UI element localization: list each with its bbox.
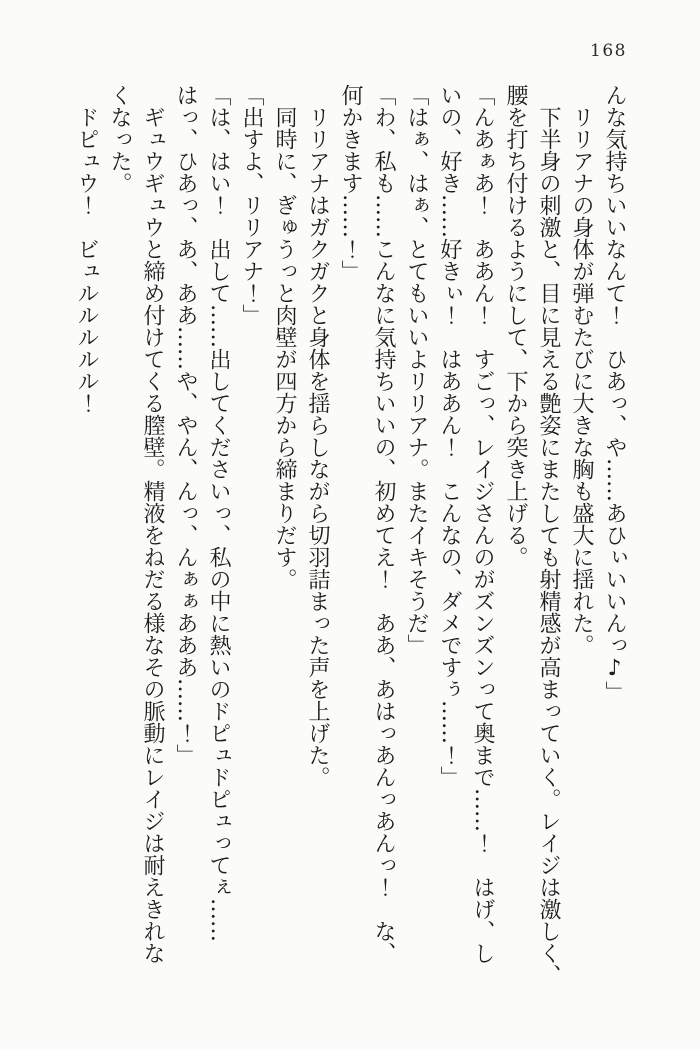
text-line: 下半身の刺激と、目に見える艶姿にまたしても射精感が高まっていく。レイジは激しく、 <box>536 84 561 986</box>
text-line: リリアナの身体が弾むたびに大きな胸も盛大に揺れた。 <box>569 84 594 656</box>
body-text <box>69 84 631 1004</box>
page-number: 168 <box>590 41 627 61</box>
text-line: 腰を打ち付けるようにして、下から突き上げる。 <box>503 84 528 568</box>
text-line: ドピュウ！ ビュルルルルル！ <box>74 84 99 414</box>
text-line: リリアナはガクガクと身体を揺らしながら切羽詰まった声を上げた。 <box>305 84 330 788</box>
text-line: 「は、はい！ 出して……出してくださいっ、私の中に熱いのドピュドピュってぇ…… <box>206 84 231 942</box>
text-line: 「んあぁあ！ ああん！ すごっ、レイジさんのがズンズンって奥まで……！ はげ、し <box>470 84 495 964</box>
text-line: ギュウギュウと締め付けてくる膣壁。精液をねだる様なその脈動にレイジは耐えきれな <box>140 84 165 964</box>
text-line: はっ、ひあっ、あ、ああ……や、やん、んっ、んぁぁあああ……！」 <box>173 84 198 766</box>
text-line: くなった。 <box>107 84 132 194</box>
text-line: 「出すよ、リリアナ！」 <box>239 84 264 326</box>
text-line: 「わ、私も……こんなに気持ちいいの、初めてえ！ ああ、あはっあんっあんっ！ な、 <box>371 84 396 964</box>
text-line: んな気持ちいいなんて！ ひあっ、や……あひぃいいんっ♪」 <box>602 84 627 703</box>
text-line: 同時に、ぎゅうっと肉壁が四方から締まりだす。 <box>272 84 297 590</box>
text-line: 何かきます……！」 <box>338 84 363 282</box>
text-line: 「はぁ、はぁ、とてもいいよリリアナ。またイキそうだ」 <box>404 84 429 656</box>
text-line: いの、好き……好きぃ！ はああん！ こんなの、ダメですぅ……！」 <box>437 84 462 788</box>
